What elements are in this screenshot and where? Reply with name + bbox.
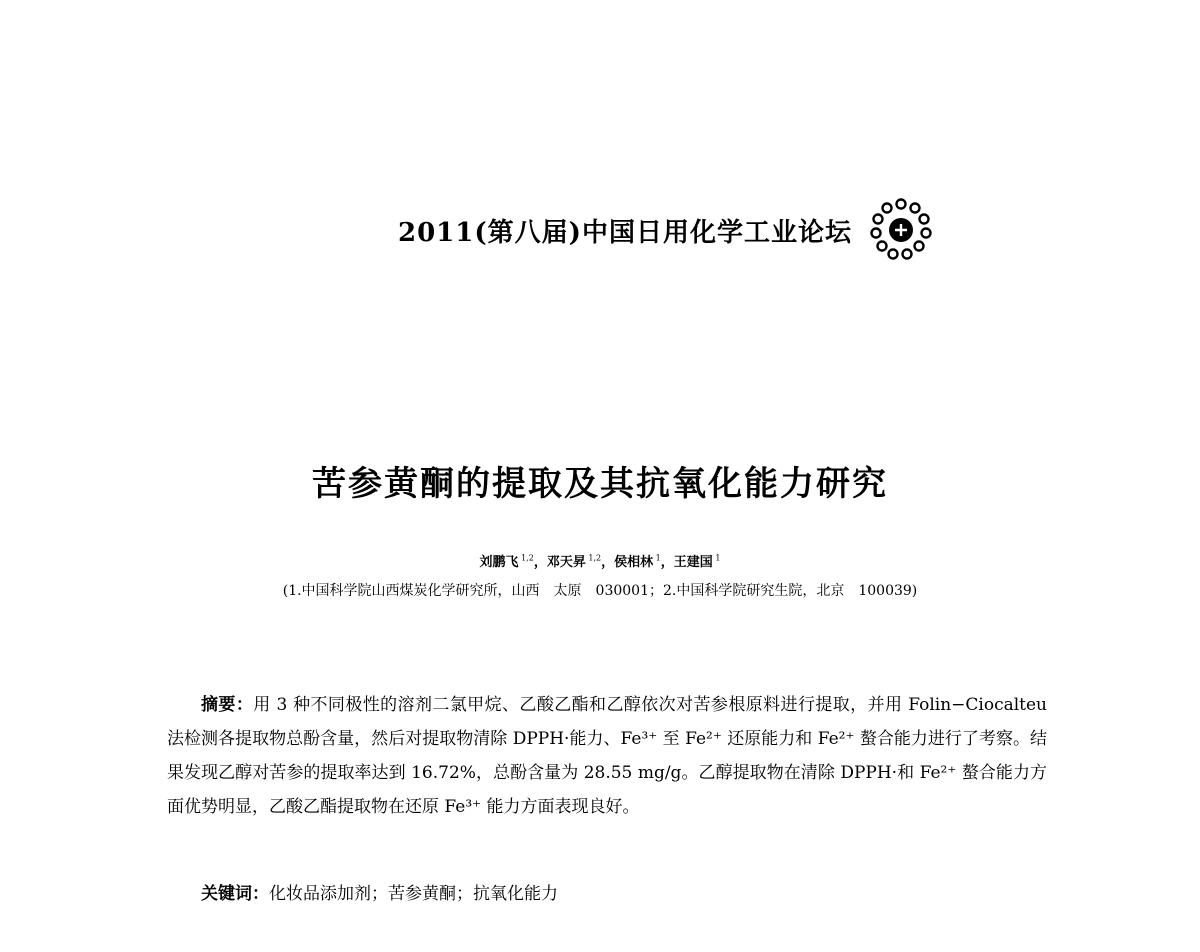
author-separator: ，	[533, 555, 547, 570]
author-separator: ，	[660, 555, 674, 570]
author-affiliation-mark: 1,2	[518, 553, 534, 563]
author-name: 刘鹏飞	[479, 555, 519, 570]
author-list	[0, 551, 1200, 570]
abstract	[167, 688, 1047, 824]
keywords	[167, 880, 1047, 908]
paper-title: 苦参黄酮的提取及其抗氧化能力研究	[312, 464, 888, 504]
author-name: 王建国	[673, 555, 713, 570]
author-name: 侯相林	[614, 555, 654, 570]
keywords-text: 化妆品添加剂；苦参黄酮；抗氧化能力	[269, 884, 558, 904]
abstract-label: 摘要：	[201, 695, 254, 715]
author-affiliation-mark: 1,2	[585, 553, 602, 563]
abstract-text: 用 3 种不同极性的溶剂二氯甲烷、乙酸乙酯和乙醇依次对苦参根原料进行提取，并用 Folin−Ciocalteu 法检测各提取物总酚含量，然后对提取物清除 DPPH·能力、Fe³⁺ 至 Fe²⁺ 还原能力和 Fe²⁺ 螯合能力进行了考察。结果发现乙醇对苦参的提取率达到 16.72%，总酚含量为 28.55 mg/g。乙醇提取物在清除 DPPH·和 Fe²⁺ 螯合能力方面优势明显，乙酸乙酯提取物在还原 Fe³⁺ 能力方面表现良好。	[167, 695, 1048, 817]
affiliation: (1.中国科学院山西煤炭化学研究所，山西 太原 030001；2.中国科学院研究生院，北京 100039)	[282, 583, 918, 599]
author-separator: ，	[601, 555, 615, 570]
forum-logo-icon	[866, 195, 936, 265]
author-affiliation-mark: 1	[712, 553, 721, 563]
author-name: 邓天昇	[546, 555, 586, 570]
author-affiliation-mark: 1	[653, 553, 661, 563]
forum-title: 2011(第八届)中国日用化学工业论坛	[398, 217, 852, 248]
forum-header	[398, 208, 936, 252]
keywords-label: 关键词：	[201, 884, 269, 904]
